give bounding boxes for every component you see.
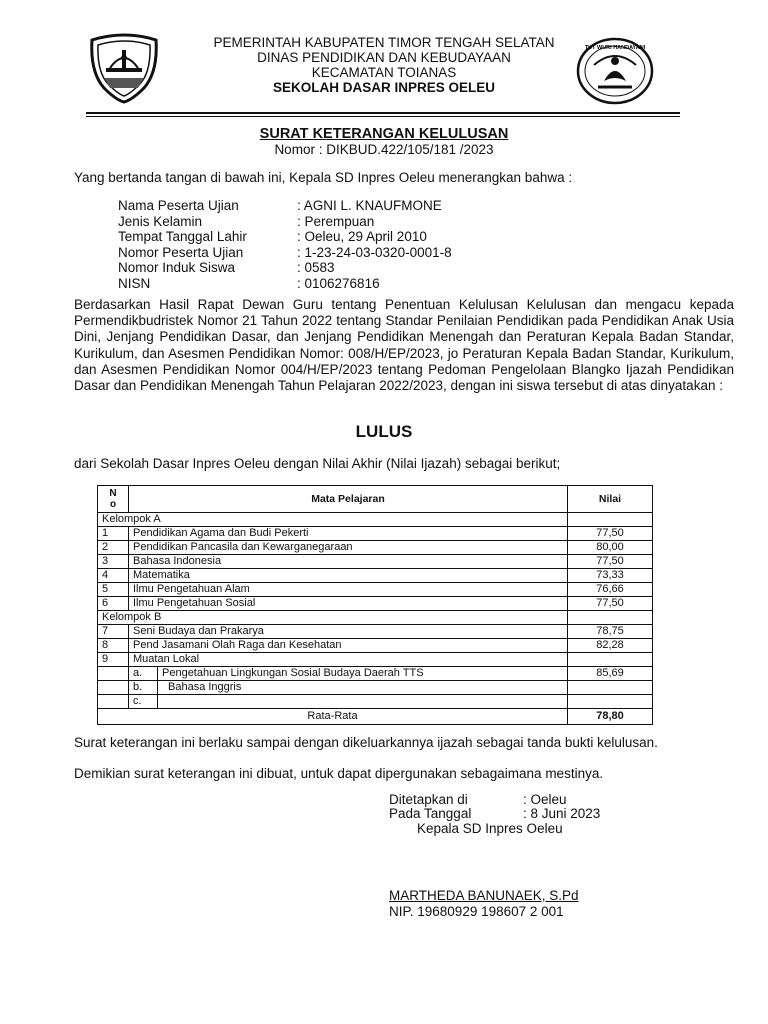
table-row: b. Bahasa Inggris — [98, 681, 653, 695]
header-subject: Mata Pelajaran — [129, 486, 568, 513]
table-row: 9 Muatan Lokal — [98, 653, 653, 667]
signature-block — [389, 792, 689, 932]
average-value: 78,80 — [568, 709, 653, 725]
letterhead-school: SEKOLAH DASAR INPRES OELEU — [272, 80, 496, 95]
signature-date-value: : 8 Juni 2023 — [523, 806, 601, 821]
header-no: N o — [98, 486, 129, 513]
table-row: 7 Seni Budaya dan Prakarya 78,75 — [98, 625, 653, 639]
table-row: 8 Pend Jasamani Olah Raga dan Kesehatan 82,28 — [98, 639, 653, 653]
signature-place-label: Ditetapkan di — [389, 792, 468, 807]
signature-position: Kepala SD Inpres Oeleu — [417, 821, 563, 836]
letterhead-district: KECAMATAN TOIANAS — [311, 65, 457, 80]
letterhead-department: DINAS PENDIDIKAN DAN KEBUDAYAAN — [257, 50, 511, 65]
table-row: 3 Bahasa Indonesia 77,50 — [98, 555, 653, 569]
table-row: 4 Matematika 73,33 — [98, 569, 653, 583]
svg-text:TUT WURI HANDAYANI: TUT WURI HANDAYANI — [584, 45, 646, 51]
group-row — [98, 513, 653, 527]
group-a-label: Kelompok A — [98, 513, 568, 527]
group-row — [98, 611, 653, 625]
document-title: SURAT KETERANGAN KELULUSAN — [259, 126, 509, 142]
letterhead-rule-thin — [86, 116, 680, 117]
legal-basis-paragraph: Berdasarkan Hasil Rapat Dewan Guru tentang Penentuan Kelulusan Kelulusan dan mengacu kepada Permendikbudristek Nomor 21 Tahun 2022 tentang Standar Penilaian Pendidikan pada Pendidikan Anak Usia Dini, Jenjang Pendidikan Dasar, dan Jenjang Pendidikan Menengah dan Peraturan Kepala Badan Standar, Kurikulum, dan Asesmen Pendidikan Nomor: 008/H/EP/2023, jo Peraturan Kepala Badan Standar, Kurikulum, dan Asesmen Pendidikan Nomor 004/H/EP/2023 tentang Pedoman Pengelolaan Blangko Ijazah Pendidikan Dasar dan Pendidikan Menengah Tahun Pelajaran 2022/2023, dengan ini siswa tersebut di atas dinyatakan : — [74, 297, 734, 394]
table-row: 1 Pendidikan Agama dan Budi Pekerti 77,50 — [98, 527, 653, 541]
group-b-label: Kelompok B — [98, 611, 568, 625]
table-row: c. — [98, 695, 653, 709]
document-number: Nomor : DIKBUD.422/105/181 /2023 — [274, 142, 494, 157]
grades-intro: dari Sekolah Dasar Inpres Oeleu dengan Nilai Akhir (Nilai Ijazah) sebagai berikut; — [74, 456, 561, 471]
signatory-name: MARTHEDA BANUNAEK, S.Pd — [389, 888, 579, 903]
letterhead — [150, 35, 618, 95]
table-row: a. Pengetahuan Lingkungan Sosial Budaya Daerah TTS 85,69 — [98, 667, 653, 681]
table-row: 6 Ilmu Pengetahuan Sosial 77,50 — [98, 597, 653, 611]
letterhead-government: PEMERINTAH KABUPATEN TIMOR TENGAH SELATAN — [213, 35, 555, 50]
grades-table — [97, 485, 653, 725]
letterhead-rule-thick — [86, 112, 680, 114]
closing-statement: Demikian surat keterangan ini dibuat, untuk dapat dipergunakan sebagaimana mestinya. — [74, 766, 604, 781]
table-row: 5 Ilmu Pengetahuan Alam 76,66 — [98, 583, 653, 597]
graduation-status: LULUS — [355, 422, 413, 441]
table-row: 2 Pendidikan Pancasila dan Kewarganegaraan 80,00 — [98, 541, 653, 555]
average-label: Rata-Rata — [98, 709, 568, 725]
intro-text: Yang bertanda tangan di bawah ini, Kepala SD Inpres Oeleu menerangkan bahwa : — [74, 170, 573, 185]
signatory-nip: NIP. 19680929 198607 2 001 — [389, 904, 564, 919]
signature-date-label: Pada Tanggal — [389, 806, 472, 821]
signature-place-value: : Oeleu — [523, 792, 567, 807]
header-value: Nilai — [568, 486, 653, 513]
validity-statement: Surat keterangan ini berlaku sampai dengan dikeluarkannya ijazah sebagai tanda bukti kelulusan. — [74, 735, 658, 750]
table-header — [98, 486, 653, 513]
average-row — [98, 709, 653, 725]
